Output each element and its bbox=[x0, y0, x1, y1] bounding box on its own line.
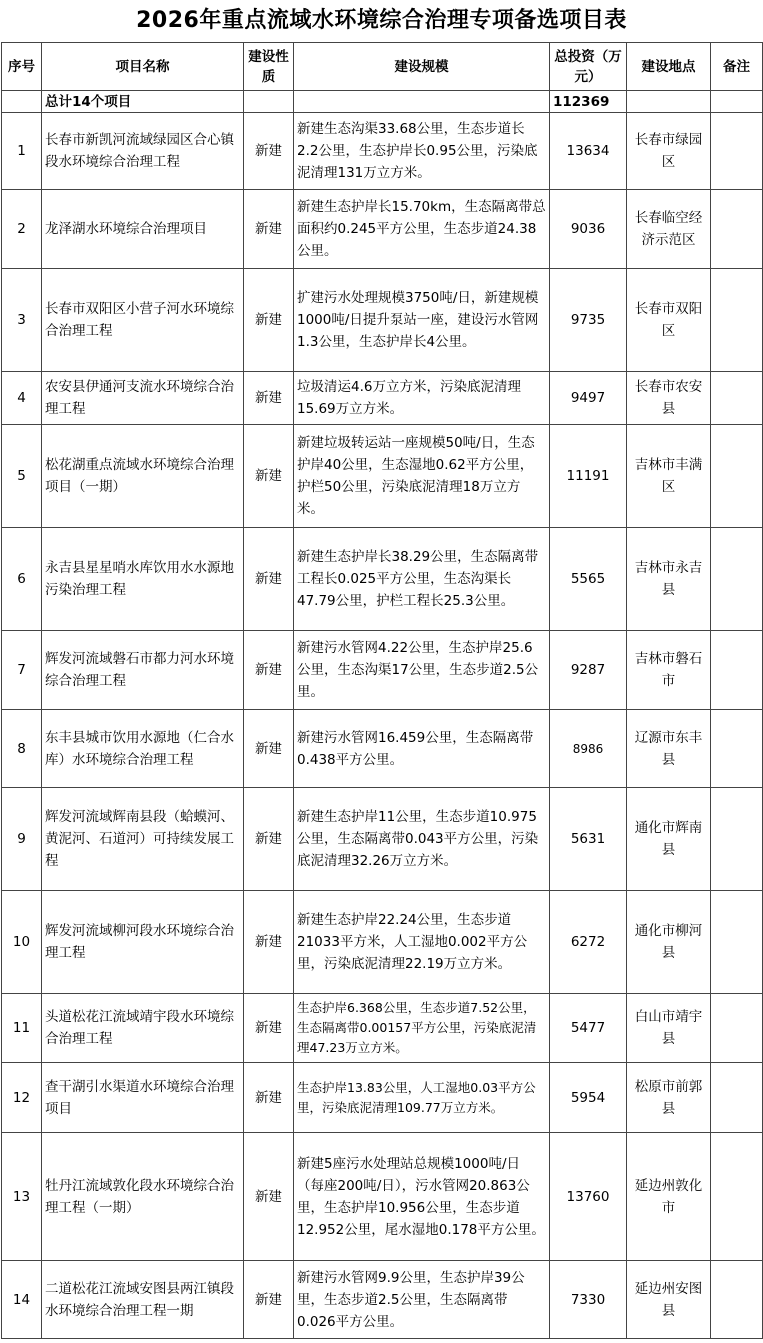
table-row bbox=[2, 1261, 763, 1339]
construction-scale: 垃圾清运4.6万立方米，污染底泥清理15.69万立方米。 bbox=[294, 372, 550, 425]
construction-nature: 新建 bbox=[244, 190, 294, 269]
construction-location: 白山市靖宇县 bbox=[627, 994, 711, 1063]
construction-location: 吉林市丰满区 bbox=[627, 425, 711, 528]
table-row bbox=[2, 190, 763, 269]
remark-cell bbox=[711, 891, 763, 994]
row-number: 1 bbox=[2, 113, 42, 190]
remark-cell bbox=[711, 788, 763, 891]
row-number: 10 bbox=[2, 891, 42, 994]
construction-location: 长春市双阳区 bbox=[627, 269, 711, 372]
row-number: 13 bbox=[2, 1133, 42, 1261]
total-scale-cell bbox=[294, 91, 550, 113]
construction-nature: 新建 bbox=[244, 788, 294, 891]
project-name: 二道松花江流域安图县两江镇段水环境综合治理工程一期 bbox=[42, 1261, 244, 1339]
row-number: 6 bbox=[2, 528, 42, 631]
remark-cell bbox=[711, 631, 763, 710]
construction-scale: 新建生态沟渠33.68公里，生态步道长2.2公里，生态护岸长0.95公里，污染底泥清理131万立方米。 bbox=[294, 113, 550, 190]
project-name: 头道松花江流域靖宇段水环境综合治理工程 bbox=[42, 994, 244, 1063]
project-name: 牡丹江流域敦化段水环境综合治理工程（一期） bbox=[42, 1133, 244, 1261]
row-number: 12 bbox=[2, 1063, 42, 1133]
construction-nature: 新建 bbox=[244, 269, 294, 372]
construction-scale: 扩建污水处理规模3750吨/日，新建规模1000吨/日提升泵站一座，建设污水管网1.3公里，生态护岸长4公里。 bbox=[294, 269, 550, 372]
total-investment: 9735 bbox=[550, 269, 627, 372]
row-number: 8 bbox=[2, 710, 42, 788]
row-number: 7 bbox=[2, 631, 42, 710]
remark-cell bbox=[711, 1133, 763, 1261]
construction-location: 辽源市东丰县 bbox=[627, 710, 711, 788]
construction-scale: 新建污水管网9.9公里，生态护岸39公里，生态步道2.5公里，生态隔离带0.026平方公里。 bbox=[294, 1261, 550, 1339]
construction-nature: 新建 bbox=[244, 1063, 294, 1133]
construction-scale: 新建生态护岸长15.70km，生态隔离带总面积约0.245平方公里，生态步道24.38公里。 bbox=[294, 190, 550, 269]
table-row bbox=[2, 1063, 763, 1133]
remark-cell bbox=[711, 528, 763, 631]
construction-nature: 新建 bbox=[244, 710, 294, 788]
remark-cell bbox=[711, 994, 763, 1063]
remark-cell bbox=[711, 1261, 763, 1339]
construction-scale: 新建污水管网4.22公里，生态护岸25.6公里，生态沟渠17公里，生态步道2.5公里。 bbox=[294, 631, 550, 710]
project-name: 辉发河流域柳河段水环境综合治理工程 bbox=[42, 891, 244, 994]
table-row bbox=[2, 994, 763, 1063]
construction-scale: 新建垃圾转运站一座规模50吨/日，生态护岸40公里，生态湿地0.62平方公里，护栏50公里，污染底泥清理18万立方米。 bbox=[294, 425, 550, 528]
row-number: 4 bbox=[2, 372, 42, 425]
total-investment: 9287 bbox=[550, 631, 627, 710]
total-investment: 9036 bbox=[550, 190, 627, 269]
row-number: 5 bbox=[2, 425, 42, 528]
remark-cell bbox=[711, 113, 763, 190]
table-row bbox=[2, 891, 763, 994]
total-label: 总计14个项目 bbox=[42, 91, 244, 113]
table-row bbox=[2, 372, 763, 425]
construction-scale: 新建污水管网16.459公里，生态隔离带0.438平方公里。 bbox=[294, 710, 550, 788]
table-row bbox=[2, 528, 763, 631]
construction-nature: 新建 bbox=[244, 528, 294, 631]
row-number: 11 bbox=[2, 994, 42, 1063]
project-name: 辉发河流域磐石市都力河水环境综合治理工程 bbox=[42, 631, 244, 710]
total-investment: 5477 bbox=[550, 994, 627, 1063]
row-number: 2 bbox=[2, 190, 42, 269]
total-location-cell bbox=[627, 91, 711, 113]
header-no: 序号 bbox=[2, 43, 42, 91]
construction-nature: 新建 bbox=[244, 994, 294, 1063]
header-nature: 建设性质 bbox=[244, 43, 294, 91]
construction-location: 松原市前郭县 bbox=[627, 1063, 711, 1133]
construction-location: 长春临空经济示范区 bbox=[627, 190, 711, 269]
table-row bbox=[2, 113, 763, 190]
construction-nature: 新建 bbox=[244, 631, 294, 710]
row-number: 9 bbox=[2, 788, 42, 891]
table-row bbox=[2, 425, 763, 528]
total-investment: 112369 bbox=[550, 91, 627, 113]
remark-cell bbox=[711, 372, 763, 425]
total-investment: 5954 bbox=[550, 1063, 627, 1133]
header-scale: 建设规模 bbox=[294, 43, 550, 91]
page-title: 2026年重点流域水环境综合治理专项备选项目表 bbox=[136, 8, 627, 33]
construction-nature: 新建 bbox=[244, 891, 294, 994]
remark-cell bbox=[711, 269, 763, 372]
total-nature-cell bbox=[244, 91, 294, 113]
header-row bbox=[2, 43, 763, 91]
total-investment: 5565 bbox=[550, 528, 627, 631]
construction-location: 延边州敦化市 bbox=[627, 1133, 711, 1261]
header-remark: 备注 bbox=[711, 43, 763, 91]
project-name: 农安县伊通河支流水环境综合治理工程 bbox=[42, 372, 244, 425]
row-number: 3 bbox=[2, 269, 42, 372]
construction-location: 通化市辉南县 bbox=[627, 788, 711, 891]
construction-location: 吉林市永吉县 bbox=[627, 528, 711, 631]
construction-location: 长春市绿园区 bbox=[627, 113, 711, 190]
construction-location: 通化市柳河县 bbox=[627, 891, 711, 994]
remark-cell bbox=[711, 710, 763, 788]
project-name: 东丰县城市饮用水源地（仁合水库）水环境综合治理工程 bbox=[42, 710, 244, 788]
table-row bbox=[2, 631, 763, 710]
construction-location: 吉林市磐石市 bbox=[627, 631, 711, 710]
project-name: 辉发河流域辉南县段（蛤蟆河、黄泥河、石道河）可持续发展工程 bbox=[42, 788, 244, 891]
header-name: 项目名称 bbox=[42, 43, 244, 91]
construction-scale: 新建生态护岸22.24公里，生态步道21033平方米，人工湿地0.002平方公里，污染底泥清理22.19万立方米。 bbox=[294, 891, 550, 994]
remark-cell bbox=[711, 190, 763, 269]
total-no-cell bbox=[2, 91, 42, 113]
total-investment: 8986 bbox=[550, 710, 627, 788]
construction-scale: 新建生态护岸长38.29公里，生态隔离带工程长0.025平方公里，生态沟渠长47.79公里，护栏工程长25.3公里。 bbox=[294, 528, 550, 631]
row-number: 14 bbox=[2, 1261, 42, 1339]
total-investment: 6272 bbox=[550, 891, 627, 994]
project-name: 长春市双阳区小营子河水环境综合治理工程 bbox=[42, 269, 244, 372]
total-investment: 11191 bbox=[550, 425, 627, 528]
construction-nature: 新建 bbox=[244, 113, 294, 190]
table-row bbox=[2, 788, 763, 891]
total-investment: 5631 bbox=[550, 788, 627, 891]
construction-location: 延边州安图县 bbox=[627, 1261, 711, 1339]
construction-scale: 新建生态护岸11公里，生态步道10.975公里，生态隔离带0.043平方公里，污染底泥清理32.26万立方米。 bbox=[294, 788, 550, 891]
total-investment: 7330 bbox=[550, 1261, 627, 1339]
table-row bbox=[2, 269, 763, 372]
total-investment: 13634 bbox=[550, 113, 627, 190]
header-investment: 总投资（万元） bbox=[550, 43, 627, 91]
construction-scale: 新建5座污水处理站总规模1000吨/日（每座200吨/日），污水管网20.863公里，生态护岸10.956公里，生态步道12.952公里，尾水湿地0.178平方公里。 bbox=[294, 1133, 550, 1261]
remark-cell bbox=[711, 1063, 763, 1133]
construction-nature: 新建 bbox=[244, 372, 294, 425]
construction-scale: 生态护岸13.83公里，人工湿地0.03平方公里，污染底泥清理109.77万立方米。 bbox=[294, 1063, 550, 1133]
total-remark-cell bbox=[711, 91, 763, 113]
total-investment: 13760 bbox=[550, 1133, 627, 1261]
construction-nature: 新建 bbox=[244, 1261, 294, 1339]
project-name: 松花湖重点流域水环境综合治理项目（一期） bbox=[42, 425, 244, 528]
table-row bbox=[2, 1133, 763, 1261]
construction-nature: 新建 bbox=[244, 425, 294, 528]
project-name: 查干湖引水渠道水环境综合治理项目 bbox=[42, 1063, 244, 1133]
construction-location: 长春市农安县 bbox=[627, 372, 711, 425]
project-name: 长春市新凯河流域绿园区合心镇段水环境综合治理工程 bbox=[42, 113, 244, 190]
construction-nature: 新建 bbox=[244, 1133, 294, 1261]
total-investment: 9497 bbox=[550, 372, 627, 425]
project-name: 龙泽湖水环境综合治理项目 bbox=[42, 190, 244, 269]
construction-scale: 生态护岸6.368公里，生态步道7.52公里，生态隔离带0.00157平方公里，污染底泥清理47.23万立方米。 bbox=[294, 994, 550, 1063]
project-name: 永吉县星星哨水库饮用水水源地污染治理工程 bbox=[42, 528, 244, 631]
project-table bbox=[1, 42, 763, 1339]
total-row bbox=[2, 91, 763, 113]
table-row bbox=[2, 710, 763, 788]
remark-cell bbox=[711, 425, 763, 528]
header-location: 建设地点 bbox=[627, 43, 711, 91]
